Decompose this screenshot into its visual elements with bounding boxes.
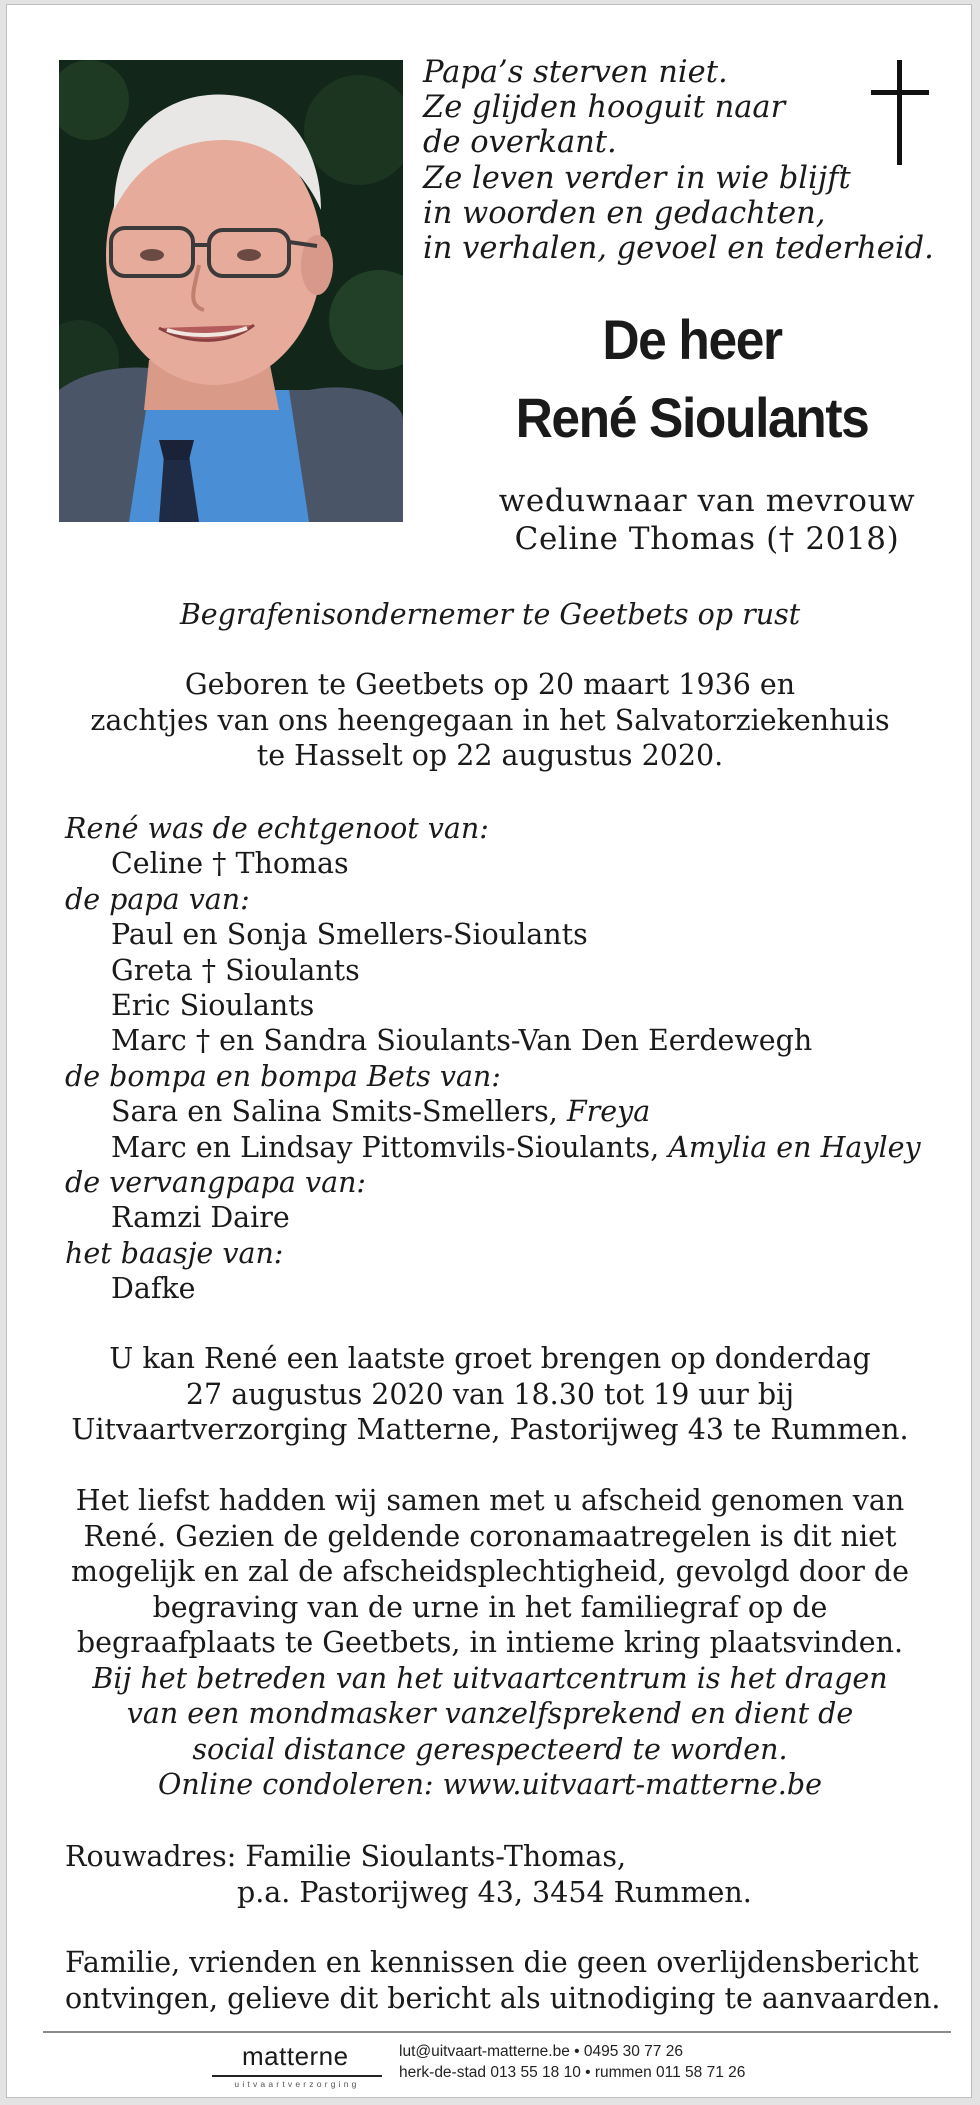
widower-label: weduwnaar van mevrouw <box>498 483 916 519</box>
poem-line: Papa’s sterven niet. <box>423 55 728 90</box>
closing-line: Familie, vrienden en kennissen die geen overlijdensbericht <box>65 1946 919 1979</box>
family-member: Paul en Sonja Smellers-Sioulants <box>111 918 588 952</box>
grandchild-names: Freya <box>566 1095 651 1129</box>
poem-line: in woorden en gedachten, <box>423 195 826 231</box>
poem-line: de overkant. <box>423 125 617 161</box>
birth-line: Geboren te Geetbets op 20 maart 1936 en <box>184 668 796 701</box>
family-member: Greta † Sioulants <box>111 953 360 987</box>
logo-subtitle: uitvaartverzorging <box>234 2079 360 2089</box>
farewell-line: mogelijk en zal de afscheidsplechtigheid, gevolgd door de <box>70 1555 910 1588</box>
family-member: Marc † en Sandra Sioulants-Van Den Eerdewegh <box>111 1024 813 1058</box>
footer-contact <box>399 2041 779 2083</box>
name-full: René Sioulants <box>515 386 869 449</box>
poem-line: Ze glijden hooguit naar <box>423 90 786 126</box>
family-member: Celine † Thomas <box>111 847 349 881</box>
visit-line: U kan René een laatste groet brengen op donderdag <box>109 1342 871 1375</box>
notice-line: social distance gerespecteerd te worden. <box>192 1732 788 1766</box>
cross-icon <box>871 60 929 165</box>
family-member: Ramzi Daire <box>111 1201 290 1235</box>
relation-label: de papa van: <box>65 882 250 916</box>
matterne-logo <box>212 2041 382 2091</box>
relation-label: de bompa en bompa Bets van: <box>65 1059 501 1093</box>
death-notice-card <box>6 4 972 2098</box>
logo-word: matterne <box>242 2041 349 2071</box>
profession <box>37 597 943 633</box>
contact-line: herk-de-stad 013 55 18 10 • rummen 011 58 71 26 <box>399 2064 746 2081</box>
widower-spouse: Celine Thomas († 2018) <box>514 521 900 557</box>
online-condolence-line: Online condoleren: www.uitvaart-matterne.be <box>158 1768 822 1801</box>
relation-label: de vervangpapa van: <box>65 1166 367 1200</box>
family-member <box>65 1130 945 1165</box>
family-member <box>65 1094 945 1129</box>
birth-line: zachtjes van ons heengegaan in het Salvatorziekenhuis <box>90 703 890 737</box>
poem <box>423 55 934 267</box>
profession-text: Begrafenisondernemer te Geetbets op rust <box>179 598 801 631</box>
visitation-info <box>37 1341 943 1448</box>
mourning-address <box>65 1839 945 1910</box>
family-member: Dafke <box>111 1272 196 1306</box>
grandchild-parents: Marc en Lindsay Pittomvils-Sioulants, <box>111 1130 669 1164</box>
farewell-line: René. Gezien de geldende coronamaatregelen is dit niet <box>83 1519 897 1553</box>
closing-line: ontvingen, gelieve dit bericht als uitnodiging te aanvaarden. <box>65 1981 941 2015</box>
poem-line: Ze leven verder in wie blijft <box>423 160 851 196</box>
visit-line: 27 augustus 2020 van 18.30 tot 19 uur bij <box>185 1377 795 1411</box>
visit-line: Uitvaartverzorging Matterne, Pastorijweg 43 te Rummen. <box>71 1413 909 1446</box>
address-line: Rouwadres: Familie Sioulants-Thomas, <box>65 1840 627 1873</box>
relation-label: René was de echtgenoot van: <box>65 812 489 845</box>
portrait-photo <box>59 60 403 522</box>
address-line: p.a. Pastorijweg 43, 3454 Rummen. <box>237 1875 752 1909</box>
family-list <box>65 811 945 1307</box>
birth-death-info <box>37 667 943 774</box>
closing-text <box>65 1945 945 2016</box>
contact-line: lut@uitvaart-matterne.be • 0495 30 77 26 <box>399 2043 683 2060</box>
notice-line: van een mondmasker vanzelfsprekend en dient de <box>126 1697 854 1730</box>
farewell-info <box>37 1483 943 1803</box>
footer-divider <box>43 2031 951 2033</box>
relation-label: het baasje van: <box>65 1236 284 1270</box>
notice-line: Bij het betreden van het uitvaartcentrum is het dragen <box>92 1661 888 1695</box>
birth-line: te Hasselt op 22 augustus 2020. <box>256 739 724 772</box>
farewell-line: begraafplaats te Geetbets, in intieme kring plaatsvinden. <box>76 1626 904 1659</box>
grandchild-names: Amylia en Hayley <box>668 1130 921 1164</box>
grandchild-parents: Sara en Salina Smits-Smellers, <box>111 1095 567 1129</box>
farewell-line: begraving van de urne in het familiegraf op de <box>152 1590 828 1624</box>
farewell-line: Het liefst hadden wij samen met u afscheid genomen van <box>75 1484 905 1517</box>
family-member: Eric Sioulants <box>111 989 315 1023</box>
poem-line: in verhalen, gevoel en tederheid. <box>423 231 934 267</box>
name-title: De heer <box>602 308 782 371</box>
